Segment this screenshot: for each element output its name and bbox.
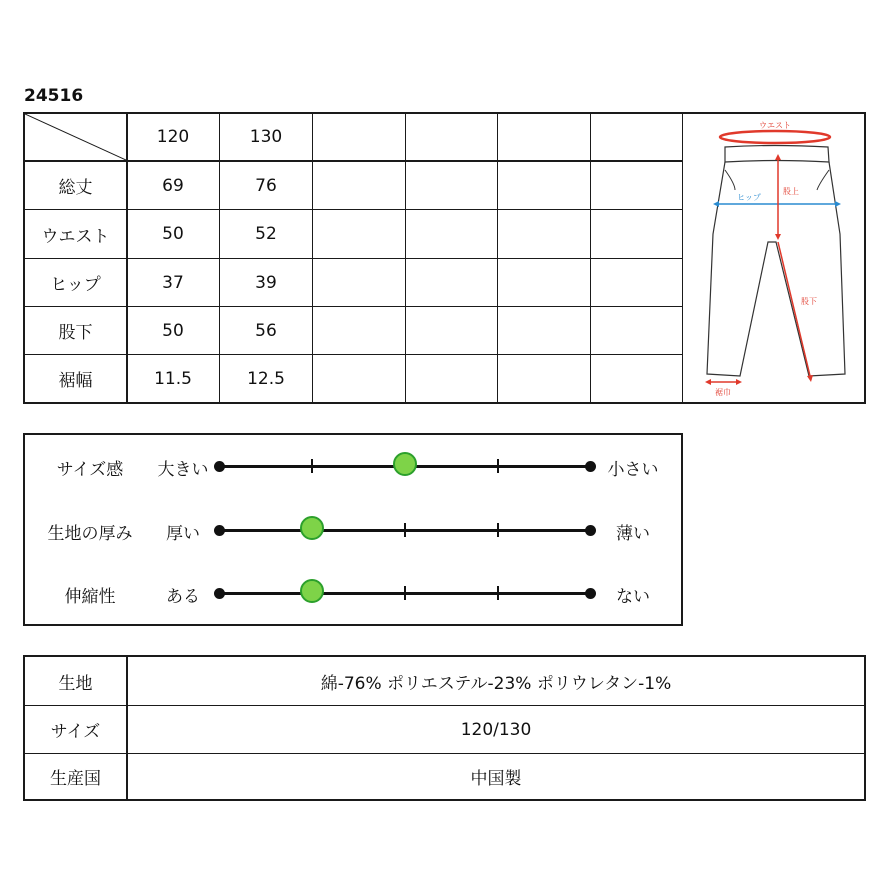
info-value: 綿-76% ポリエステル-23% ポリウレタン-1% xyxy=(320,673,672,694)
info-label: 生産国 xyxy=(50,769,101,789)
table-cell: 50 xyxy=(162,320,184,341)
info-label: 生地 xyxy=(58,673,93,694)
track-tick xyxy=(497,459,499,473)
track-endpoint xyxy=(585,461,596,472)
feel-track xyxy=(219,465,591,468)
feel-chart xyxy=(23,433,683,626)
diagram-inseam-label: 股下 xyxy=(801,297,817,306)
track-tick xyxy=(497,586,499,600)
row-label: 裾幅 xyxy=(58,371,93,391)
feel-label: 伸縮性 xyxy=(64,587,116,607)
row-label: ヒップ xyxy=(50,275,101,295)
track-tick xyxy=(311,459,313,473)
size-table xyxy=(23,112,866,404)
row-label: 総丈 xyxy=(58,178,93,198)
feel-track xyxy=(219,592,591,595)
feel-right-label: 薄い xyxy=(616,524,650,544)
table-cell: 37 xyxy=(162,272,184,293)
feel-right-label: ない xyxy=(616,587,650,607)
feel-label: 生地の厚み xyxy=(47,524,133,544)
size-header: 130 xyxy=(249,127,283,147)
table-cell: 12.5 xyxy=(247,368,285,389)
info-table xyxy=(23,655,866,801)
track-endpoint xyxy=(214,461,225,472)
product-code: 24516 xyxy=(24,86,84,106)
table-cell: 69 xyxy=(162,175,184,196)
diagram-hem-label: 裾巾 xyxy=(715,388,731,397)
row-label: ウエスト xyxy=(41,226,110,247)
track-endpoint xyxy=(585,588,596,599)
feel-knob xyxy=(300,579,324,603)
feel-label: サイズ感 xyxy=(56,460,124,480)
diagram-hip-label: ヒップ xyxy=(737,193,761,202)
table-cell: 39 xyxy=(255,272,277,293)
corner-diagonal xyxy=(25,114,126,160)
info-value: 中国製 xyxy=(470,769,522,789)
size-header: 120 xyxy=(156,127,190,147)
row-label: 股下 xyxy=(58,323,93,343)
track-tick xyxy=(497,523,499,537)
feel-knob xyxy=(393,452,417,476)
info-label: サイズ xyxy=(50,722,101,742)
feel-left-label: ある xyxy=(166,587,200,607)
track-tick xyxy=(404,523,406,537)
track-endpoint xyxy=(585,525,596,536)
diagram-waist-label: ウエスト xyxy=(759,121,791,130)
track-endpoint xyxy=(214,588,225,599)
table-cell: 11.5 xyxy=(154,368,192,389)
feel-right-label: 小さい xyxy=(607,460,659,480)
table-cell: 50 xyxy=(162,224,184,244)
table-cell: 52 xyxy=(255,224,277,244)
feel-left-label: 大きい xyxy=(157,460,209,480)
track-endpoint xyxy=(214,525,225,536)
table-cell: 56 xyxy=(255,320,277,341)
pants-diagram xyxy=(683,114,864,402)
diagram-rise-label: 股上 xyxy=(783,187,799,196)
feel-track xyxy=(219,529,591,532)
table-cell: 76 xyxy=(255,175,277,196)
info-value: 120/130 xyxy=(460,719,532,740)
track-tick xyxy=(404,586,406,600)
feel-left-label: 厚い xyxy=(166,524,200,544)
feel-knob xyxy=(300,516,324,540)
